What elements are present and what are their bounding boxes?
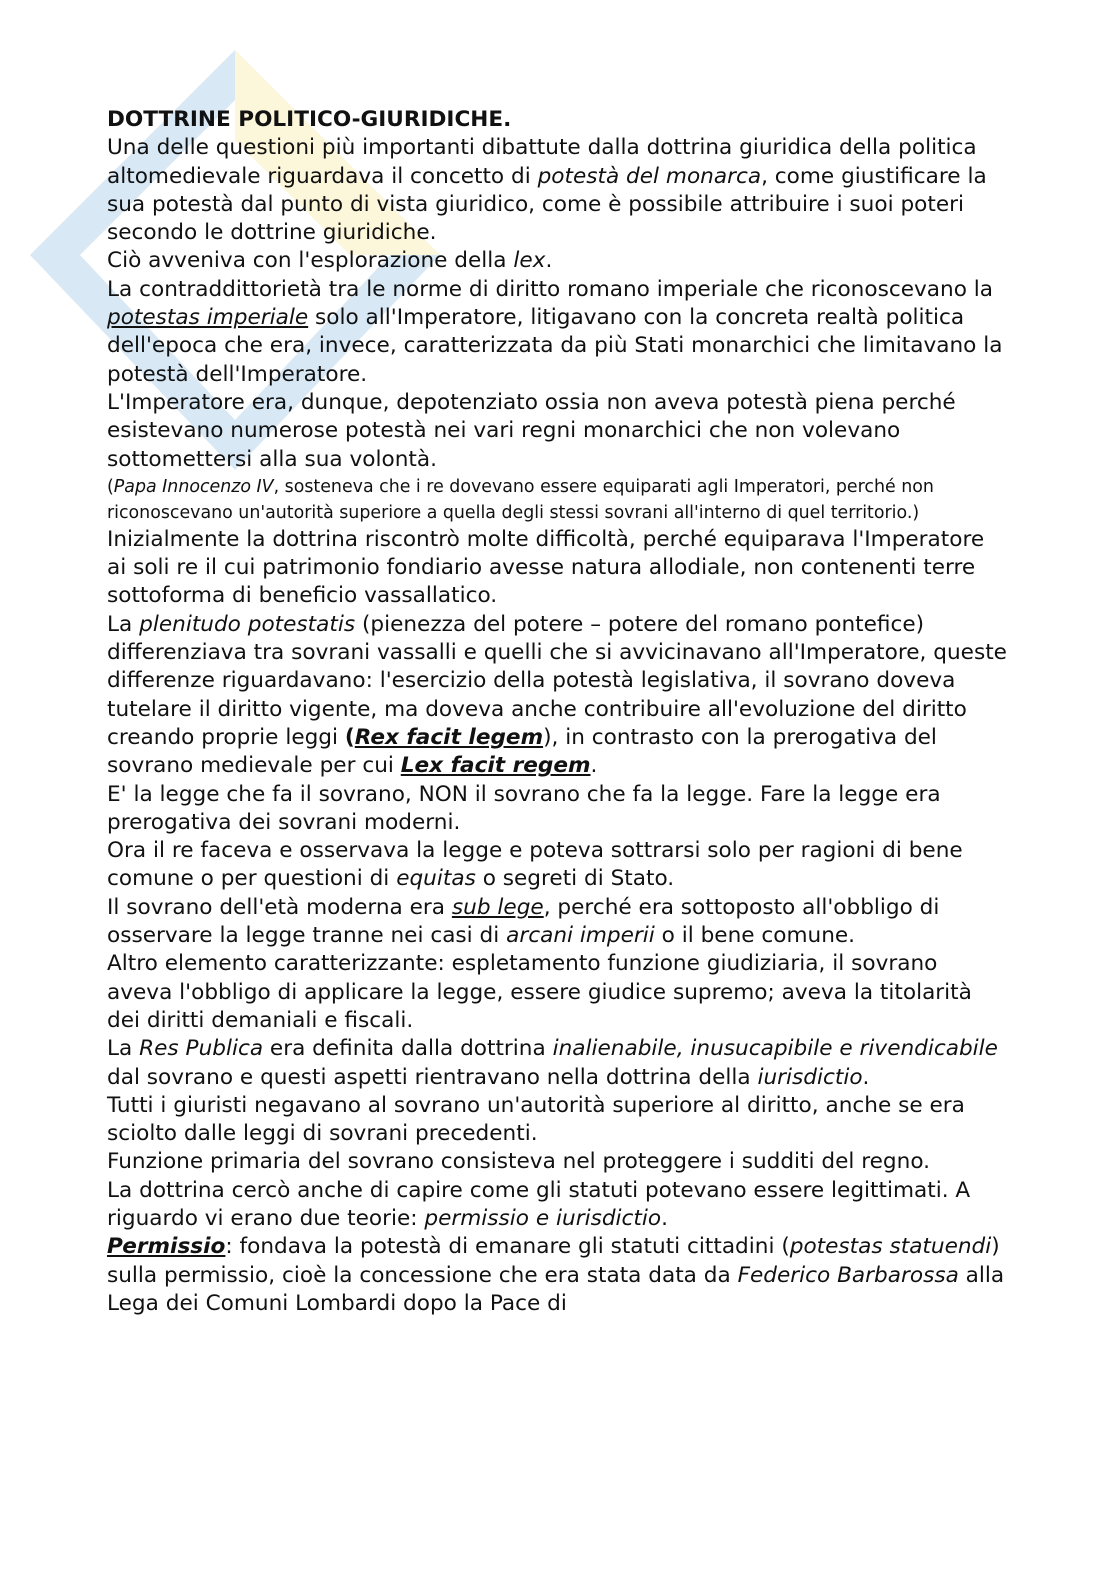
emphasis-text: Lex facit regem <box>400 753 591 779</box>
emphasis-text: Permissio <box>107 1234 226 1260</box>
emphasis-text: Federico Barbarossa <box>737 1262 959 1288</box>
text-run: Inizialmente la dottrina riscontrò molte difficoltà, perché equiparava l'Imperatore ai soli re il cui patrimonio fondiario avesse natura allodiale, non contenenti terre sottoforma di beneficio vassallatico. <box>107 526 985 609</box>
body-paragraph <box>107 1148 1007 1176</box>
text-run: , come giustificare la sua potestà dal punto di vista giuridico, come è possibile attribuire i suoi poteri secondo le dottrine giuridiche. <box>107 163 987 246</box>
body-paragraph <box>107 134 1007 247</box>
emphasis-text: potestas statuendi <box>789 1234 992 1260</box>
body-paragraph <box>107 1035 1007 1092</box>
text-run: Il sovrano dell'età moderna era <box>107 894 452 920</box>
text-run: era definita dalla dottrina <box>263 1036 553 1062</box>
emphasis-text: Papa Innocenzo IV <box>113 476 274 497</box>
text-run: La <box>107 1036 140 1062</box>
document-title: DOTTRINE POLITICO-GIURIDICHE. <box>107 107 512 132</box>
emphasis-text: equitas <box>396 866 476 892</box>
emphasis-text: permissio e iurisdictio <box>424 1205 662 1231</box>
text-run: La dottrina cercò anche di capire come gli statuti potevano essere legittimati. A riguardo vi erano due teorie: <box>107 1177 971 1231</box>
emphasis-text: iurisdictio <box>757 1064 863 1090</box>
body-paragraph <box>107 611 1007 781</box>
body-paragraph <box>107 389 1007 474</box>
body-paragraph <box>107 950 1007 1035</box>
text-run: Una delle questioni più importanti dibattute dalla dottrina giuridica della politica altomedievale riguardava il concetto di <box>107 135 977 189</box>
text-run: ), in contrasto con la prerogativa del sovrano medievale per cui <box>107 724 937 779</box>
text-run: , perché era sottoposto all'obbligo di osservare la legge tranne nei casi di <box>107 894 940 949</box>
body-paragraph <box>107 781 1007 838</box>
text-run: , sosteneva che i re dovevano essere equiparati agli Imperatori, perché non riconoscevano un'autorità superiore a quella degli stessi sovrani all'interno di quel territorio.) <box>107 476 934 523</box>
text-run: La <box>107 611 140 637</box>
paragraph-list <box>107 134 1007 1318</box>
emphasis-text: inalienabile, inusucapibile e rivendicabile <box>552 1036 998 1062</box>
body-paragraph <box>107 276 1007 389</box>
text-run: o segreti di Stato. <box>475 866 675 892</box>
emphasis-text: plenitudo potestatis <box>139 611 356 637</box>
text-run: . <box>590 753 598 779</box>
text-run: ( <box>107 476 114 497</box>
note-paragraph <box>107 474 1007 526</box>
body-paragraph <box>107 1233 1007 1318</box>
body-paragraph <box>107 894 1007 951</box>
text-run: ) sulla permissio, cioè la concessione che era stata data da <box>107 1234 1000 1288</box>
text-run: dal sovrano e questi aspetti rientravano nella dottrina della <box>107 1064 758 1090</box>
text-run: Ciò avveniva con l'esplorazione della <box>107 248 514 274</box>
text-run: . <box>545 248 553 274</box>
emphasis-text: ( <box>344 724 355 750</box>
body-paragraph <box>107 1177 1007 1234</box>
text-run: (pienezza del potere – potere del romano pontefice) differenziava tra sovrani vassalli e quelli che si avvicinavano all'Imperatore, queste differenze riguardavano: l'esercizio della potestà legislativa, il sovrano doveva tutelare il diritto vigente, ma doveva anche contribuire all'evoluzione del diritto creando proprie leggi <box>107 611 1007 750</box>
text-run: : fondava la potestà di emanare gli statuti cittadini ( <box>225 1234 790 1260</box>
text-run: Ora il re faceva e osservava la legge e poteva sottrarsi solo per ragioni di bene comune o per questioni di <box>107 838 963 892</box>
emphasis-text: sub lege <box>451 894 544 920</box>
emphasis-text: Rex facit legem <box>354 724 544 750</box>
text-run: L'Imperatore era, dunque, depotenziato ossia non aveva potestà piena perché esistevano numerose potestà nei vari regni monarchici che non volevano sottomettersi alla sua volontà. <box>107 389 956 472</box>
text-run: solo all'Imperatore, litigavano con la concreta realtà politica dell'epoca che era, invece, caratterizzata da più Stati monarchici che limitavano la potestà dell'Imperatore. <box>107 305 1003 387</box>
text-run: . <box>862 1064 870 1090</box>
text-run: Altro elemento caratterizzante: espletamento funzione giudiziaria, il sovrano aveva l'obbligo di applicare la legge, essere giudice supremo; aveva la titolarità dei diritti demaniali e fiscali. <box>107 951 972 1033</box>
body-paragraph <box>107 1092 1007 1149</box>
body-paragraph <box>107 837 1007 894</box>
emphasis-text: potestà del monarca <box>537 163 762 189</box>
text-run: Funzione primaria del sovrano consisteva nel proteggere i sudditi del regno. <box>107 1149 931 1175</box>
emphasis-text: Res Publica <box>139 1036 264 1062</box>
text-run: o il bene comune. <box>654 923 856 949</box>
text-run: La contraddittorietà tra le norme di diritto romano imperiale che riconoscevano la <box>107 276 993 302</box>
text-run: Tutti i giuristi negavano al sovrano un'autorità superiore al diritto, anche se era sciolto dalle leggi di sovrani precedenti. <box>107 1092 965 1147</box>
emphasis-text: arcani imperii <box>506 923 655 949</box>
emphasis-text: lex <box>513 248 546 274</box>
emphasis-text: potestas imperiale <box>107 305 309 331</box>
body-paragraph <box>107 247 1007 275</box>
document-body <box>107 106 1007 1318</box>
text-run: E' la legge che fa il sovrano, NON il sovrano che fa la legge. Fare la legge era prerogativa dei sovrani moderni. <box>107 781 941 835</box>
text-run: alla Lega dei Comuni Lombardi dopo la Pace di <box>107 1262 1005 1316</box>
text-run: . <box>661 1205 668 1231</box>
body-paragraph <box>107 526 1007 611</box>
